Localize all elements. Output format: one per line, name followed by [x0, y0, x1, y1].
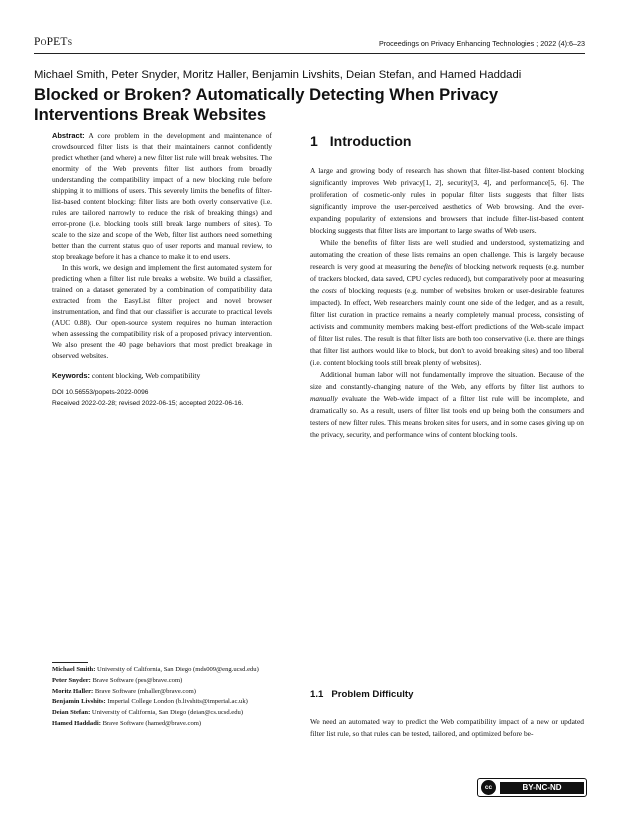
keywords-text: content blocking, Web compatibility — [90, 371, 201, 380]
abstract-paragraph-1 — [52, 130, 272, 262]
intro-paragraph-1: A large and growing body of research has shown that filter-list-based content blocking significantly improves Web privacy[1, 2], security[3, 4], and performance[5, 6]. The proliferation of cosmetic-only rules in popular filter lists suggests that filter lists significantly improve the user-perceived aesthetics of Web browsing. And the ever-expanding popularity of extensions and browsers that include filter-list-based content blocking suggests that filter lists are important to large swaths of Web users. — [310, 166, 584, 235]
abstract-text-1: A core problem in the development and maintenance of crowdsourced filter lists is that their maintainers cannot confidently predict whether (and where) a new filter list rule will break websites. The enormity of the Web prevents filter list authors from broadly understanding the compatibility impact of a new blocking rule before shipping it to millions of users. This severely limits the benefits of filter-list-based content blocking: filter lists are both overly conservative (i.e. rules are tailored narrowly to reduce the risk of breaking things) and error-prone (i.e. blocking tools still break large numbers of sites). To scale to the size and scope of the Web, filter list authors need something better than the current status quo of user reports and manual review, to stop breakage before it has a chance to make it to end users. — [52, 131, 272, 261]
journal-name: PoPETs — [34, 36, 73, 48]
doi: DOI 10.56553/popets-2022-0096 — [52, 389, 149, 396]
proceedings-line: Proceedings on Privacy Enhancing Technologies ; 2022 (4):6–23 — [378, 39, 585, 48]
abstract-column — [52, 130, 272, 409]
author-list: Michael Smith, Peter Snyder, Moritz Haller, Benjamin Livshits, Deian Stefan, and Hamed Haddadi — [34, 69, 522, 81]
abstract-label: Abstract: — [52, 131, 85, 140]
affiliation-item: Peter Snyder: Brave Software (pes@brave.com) — [52, 676, 183, 684]
affiliation-item: Moritz Haller: Brave Software (mhaller@brave.com) — [52, 687, 196, 695]
license-badge[interactable] — [477, 778, 587, 797]
problem-difficulty-body: We need an automated way to predict the Web compatibility impact of a new or updated filter list rule, so that rules can be tested, tailored, and optimized before be- — [310, 717, 584, 738]
creative-commons-icon: cc — [481, 780, 496, 795]
paper-title: Blocked or Broken? Automatically Detecting When Privacy Interventions Break Websites — [34, 85, 499, 124]
affiliations — [52, 665, 292, 730]
footnote-rule — [52, 662, 88, 663]
abstract-paragraph-2: In this work, we design and implement the first automated system for predicting when a filter list rule breaks a website. We build a classifier, trained on a dataset generated by a combination of compatibility data extracted from the EasyList filter project and novel browser instrumentation, and find that our classifier is accurate to practical levels (AUC 0.88). Our open-source system requires no human interaction when assessing the compatibility risk of a proposed privacy intervention. We also present the 40 page behaviors that most predict breakage in observed websites. — [52, 263, 272, 360]
affiliation-item: Hamed Haddadi: Brave Software (hamed@brave.com) — [52, 719, 202, 727]
dates: Received 2022-02-28; revised 2022-06-15; accepted 2022-06-16. — [52, 400, 244, 407]
keywords — [52, 370, 272, 381]
section-heading-introduction: 1 Introduction — [310, 133, 412, 149]
affiliation-item: Benjamin Livshits: Imperial College London (b.livshits@imperial.ac.uk) — [52, 698, 248, 706]
header-rule — [34, 53, 585, 54]
affiliation-item: Deian Stefan: University of California, San Diego (deian@cs.ucsd.edu) — [52, 709, 244, 717]
intro-paragraph-3: Additional human labor will not fundamentally improve the situation. Because of the size and constantly-changing nature of the Web, any efforts by filter list authors to manually evaluate the Web-wide impact of a filter list rule will be incomplete, and dramatically so. As a result, users of filter list tools end up being both the consumers and testers of new filter rules. This means broken sites for users, and in some cases giving up on the privacy, security, and performance wins of content blocking tools. — [310, 370, 584, 439]
intro-paragraph-2: While the benefits of filter lists are well studied and understood, systematizing and automating the creation of these lists remains an open challenge. This is largely because research is very good at measuring the benefits of blocking network requests (e.g. number of trackers blocked, data saved, CPU cycles reduced), but comparatively poor at measuring the costs of blocking requests (e.g. number of websites broken or user-desirable features impacted). In effect, Web researchers mainly count one side of the ledger, and as a result, filter list curation in practice remains a nearly completely manual process, consisting of activists and community members making best-effort predictions of the Web-scale impact of filter list rules. The result is that filter lists are both too conservative (i.e. there are things that filter list authors would like to block, but don't to avoid breaking sites) and too liberal (i.e. content blocking tools still break plenty of websites). — [310, 238, 584, 367]
license-label: BY-NC-ND — [500, 782, 584, 794]
affiliation-item: Michael Smith: University of California, San Diego (mds009@eng.ucsd.edu) — [52, 666, 259, 673]
introduction-body — [310, 165, 584, 441]
subsection-heading-problem-difficulty: 1.1 Problem Difficulty — [310, 689, 414, 700]
keywords-label: Keywords: — [52, 371, 91, 380]
